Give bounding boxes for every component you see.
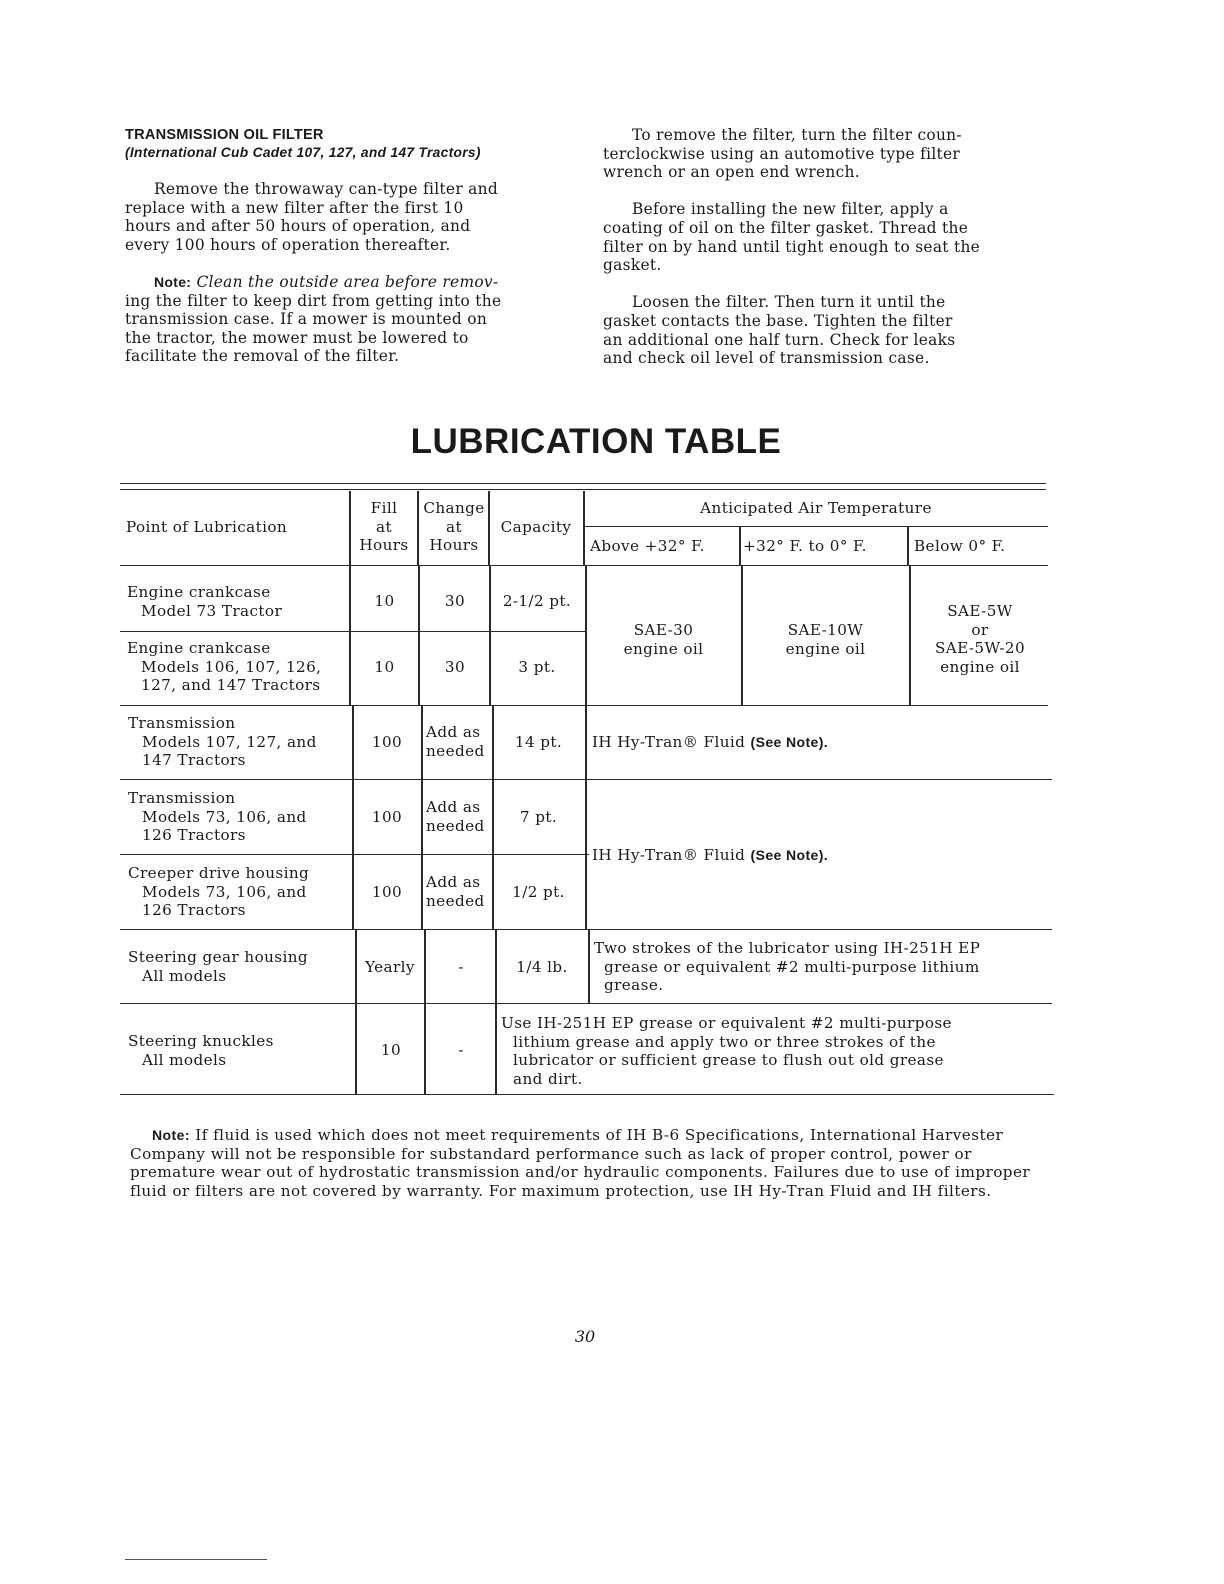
col-divider xyxy=(349,566,351,705)
table-title: LUBRICATION TABLE xyxy=(410,422,782,461)
engine-oil-mid: SAE-10W engine oil xyxy=(785,621,866,658)
header-fill: Fill at Hours xyxy=(359,499,409,555)
filter-paragraph-tighten: Loosen the filter. Then turn it until the gasket contacts the base. Tighten the filter an additional one half turn. Check for leaks and check oil level of transmission case. xyxy=(603,293,956,368)
temp-col-divider xyxy=(739,527,741,565)
row-point: Engine crankcase Models 106, 107, 126, 127, and 147 Tractors xyxy=(127,639,322,695)
footnote-separator xyxy=(125,1559,267,1560)
section-heading: TRANSMISSION OIL FILTER xyxy=(125,127,324,143)
hytran-tick xyxy=(577,854,589,855)
row-point: Steering knuckles All models xyxy=(128,1032,274,1069)
row-point: Steering gear housing All models xyxy=(128,948,309,985)
temp-col-divider xyxy=(907,527,909,565)
col-divider xyxy=(489,566,491,705)
row-point: Engine crankcase Model 73 Tractor xyxy=(127,583,283,620)
row-fill: 100 xyxy=(371,883,403,901)
col-divider xyxy=(421,706,423,929)
row-change: Add as needed xyxy=(426,873,485,910)
filter-paragraph-1: Remove the throwaway can-type filter and replace with a new filter after the first 10 hours and after 50 hours of operation, and every 100 hours of operation thereafter. xyxy=(125,180,499,254)
row-change: - xyxy=(458,958,464,976)
table-top-rule xyxy=(120,483,1046,484)
row-rule xyxy=(120,1003,1052,1004)
hytran-fluid-2: IH Hy-Tran® Fluid (See Note). xyxy=(592,846,829,864)
col-divider xyxy=(588,930,590,1004)
row-rule xyxy=(120,631,585,632)
filter-section-right xyxy=(603,126,1043,386)
row-fill: 10 xyxy=(374,658,395,676)
row-capacity: 1/4 lb. xyxy=(516,958,568,976)
row-point: Transmission Models 73, 106, and 126 Tractors xyxy=(128,789,307,845)
header-temperature: Anticipated Air Temperature xyxy=(700,499,932,517)
row-rule xyxy=(120,705,1048,706)
engine-oil-above: SAE-30 engine oil xyxy=(623,621,704,658)
engine-oil-below: SAE-5W or SAE-5W-20 engine oil xyxy=(934,602,1026,676)
row-fill: 100 xyxy=(371,808,403,826)
row-capacity: 1/2 pt. xyxy=(512,883,565,901)
steering-knuckle-lube: Use IH-251H EP grease or equivalent #2 multi-purpose lithium grease and apply two or three strokes of the lubricator or sufficient grease to flush out old grease and dirt. xyxy=(501,1014,952,1088)
col-divider xyxy=(418,566,420,705)
col-divider xyxy=(585,706,587,929)
col-divider xyxy=(355,930,357,1094)
row-change: 30 xyxy=(444,658,466,676)
header-point: Point of Lubrication xyxy=(126,518,288,536)
bottom-note: Note: If fluid is used which does not meet requirements of IH B-6 Specifications, International Harvester Company will not be responsible for substandard performance such as lack of proper control, power or premature wear out of hydrostatic transmission and/or hydraulic components. Failures due to use of improper fluid or filters are not covered by warranty. For maximum protection, use IH Hy-Tran Fluid and IH filters. xyxy=(130,1126,1031,1200)
filter-paragraph-remove: To remove the filter, turn the filter coun- terclockwise using an automotive type filter wrench or an open end wrench. xyxy=(603,126,962,182)
col-divider xyxy=(424,930,426,1094)
note-lead: Note: xyxy=(154,273,192,290)
hytran-fluid-1: IH Hy-Tran® Fluid (See Note). xyxy=(592,733,829,751)
row-capacity: 3 pt. xyxy=(518,658,556,676)
row-capacity: 7 pt. xyxy=(519,808,558,826)
steering-gear-lube: Two strokes of the lubricator using IH-251H EP grease or equivalent #2 multi-purpose lithium grease. xyxy=(594,939,981,995)
row-fill: 100 xyxy=(371,733,403,751)
row-fill: Yearly xyxy=(365,958,415,976)
row-capacity: 14 pt. xyxy=(514,733,563,751)
bottom-note-lead: Note: xyxy=(152,1127,191,1143)
header-temp-below: Below 0° F. xyxy=(914,537,1006,555)
row-change: - xyxy=(458,1041,464,1059)
row-change: 30 xyxy=(444,592,466,610)
row-capacity: 2-1/2 pt. xyxy=(502,592,572,610)
row-rule xyxy=(120,929,1052,930)
page-number: 30 xyxy=(574,1327,596,1346)
table-bottom-rule xyxy=(120,1094,1054,1095)
row-fill: 10 xyxy=(380,1041,402,1059)
filter-note-paragraph: Note: Clean the outside area before remov- ing the filter to keep dirt from getting into the transmission case. If a mower is mounted on the tractor, the mower must be lowered to facilitate the removal of the filter. xyxy=(125,272,502,366)
row-fill: 10 xyxy=(374,592,395,610)
header-capacity: Capacity xyxy=(500,518,572,536)
filter-paragraph-install: Before installing the new filter, apply a coating of oil on the filter gasket. Thread the filter on by hand until tight enough to seat the gasket. xyxy=(603,200,981,275)
header-temp-mid: +32° F. to 0° F. xyxy=(743,537,867,555)
row-point: Transmission Models 107, 127, and 147 Tractors xyxy=(128,714,317,770)
header-change: Change at Hours xyxy=(423,499,485,555)
filter-section-left xyxy=(125,126,563,385)
header-temp-above: Above +32° F. xyxy=(590,537,705,555)
temp-header-rule xyxy=(583,526,1048,527)
row-change: Add as needed xyxy=(426,798,485,835)
section-subheading: (International Cub Cadet 107, 127, and 147 Tractors) xyxy=(125,145,481,160)
row-change: Add as needed xyxy=(426,723,485,760)
row-point: Creeper drive housing Models 73, 106, and 126 Tractors xyxy=(128,864,310,920)
col-divider xyxy=(495,930,497,1094)
